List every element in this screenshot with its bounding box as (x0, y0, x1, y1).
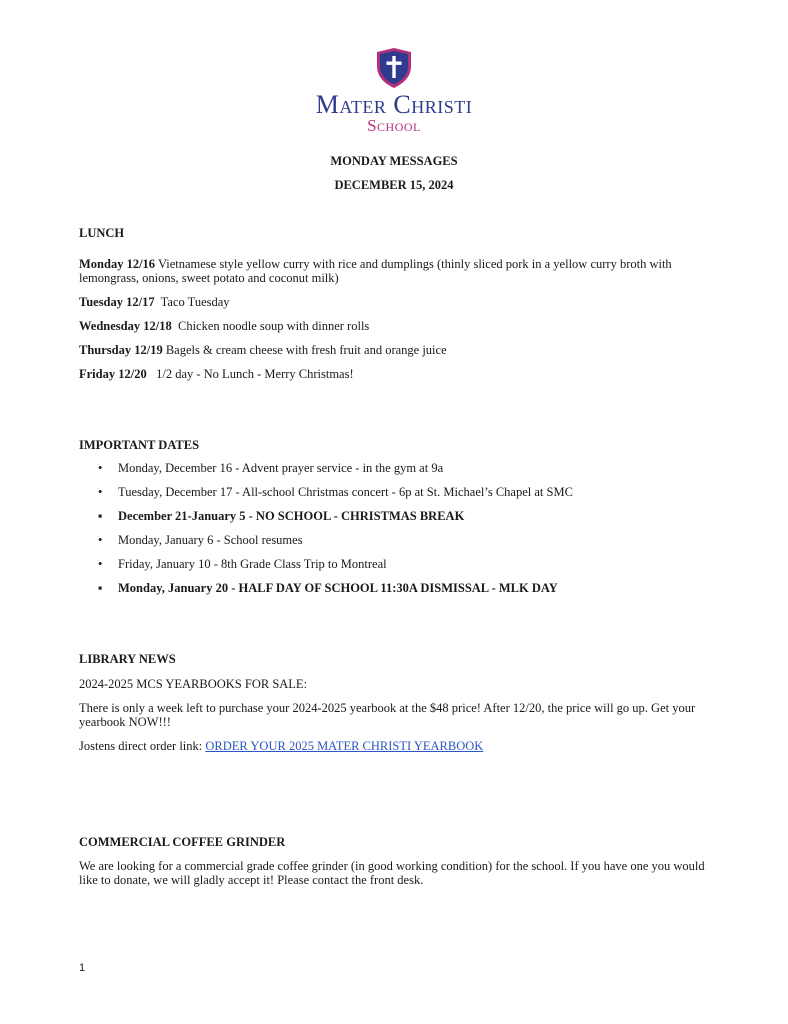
date-item: ▪ December 21-January 5 - NO SCHOOL - CHRISTMAS BREAK (98, 509, 465, 523)
coffee-heading: COMMERCIAL COFFEE GRINDER (79, 835, 286, 849)
lunch-text: Taco Tuesday (154, 295, 230, 309)
date-item-text: Tuesday, December 17 - All-school Christmas concert - 6p at St. Michael’s Chapel at SMC (118, 485, 573, 499)
date-item: • Tuesday, December 17 - All-school Christmas concert - 6p at St. Michael’s Chapel at SMC (98, 485, 573, 499)
date-item: ▪ Monday, January 20 - HALF DAY OF SCHOOL 11:30A DISMISSAL - MLK DAY (98, 581, 558, 595)
lunch-item (79, 295, 709, 309)
page-title: MONDAY MESSAGES (330, 154, 458, 168)
date-item: • Monday, January 6 - School resumes (98, 533, 303, 547)
lunch-text: Bagels & cream cheese with fresh fruit and orange juice (162, 343, 447, 357)
link-prefix: Jostens direct order link: (79, 739, 206, 753)
lunch-text: Vietnamese style yellow curry with rice and dumplings (thinly sliced pork in a yellow curry broth with lemongrass, onions, sweet potato and coconut milk) (79, 257, 672, 285)
lunch-item (79, 367, 709, 381)
shield-cross-icon (375, 48, 413, 88)
lunch-text: 1/2 day - No Lunch - Merry Christmas! (146, 367, 354, 381)
page-number: 1 (79, 962, 86, 974)
lunch-text: Chicken noodle soup with dinner rolls (171, 319, 370, 333)
date-item: • Monday, December 16 - Advent prayer service - in the gym at 9a (98, 461, 444, 475)
lunch-day: Friday 12/20 (79, 367, 147, 381)
lunch-heading: LUNCH (79, 226, 125, 240)
logo-school: School (367, 116, 421, 135)
lunch-item (79, 319, 709, 333)
dates-heading: IMPORTANT DATES (79, 438, 200, 452)
lunch-day: Tuesday 12/17 (79, 295, 155, 309)
library-link-line (79, 739, 709, 753)
coffee-body: We are looking for a commercial grade coffee grinder (in good working condition) for the school. If you have one you would like to donate, we will gladly accept it! Please contact the front desk. (79, 859, 705, 887)
date-item: • Friday, January 10 - 8th Grade Class Trip to Montreal (98, 557, 387, 571)
date-item-text: Monday, January 20 - HALF DAY OF SCHOOL 11:30A DISMISSAL - MLK DAY (118, 581, 558, 595)
lunch-day: Thursday 12/19 (79, 343, 163, 357)
lunch-day: Monday 12/16 (79, 257, 156, 271)
date-item-text: December 21-January 5 - NO SCHOOL - CHRISTMAS BREAK (118, 509, 465, 523)
date-item-text: Friday, January 10 - 8th Grade Class Trip to Montreal (118, 557, 387, 571)
page-date: DECEMBER 15, 2024 (334, 178, 454, 192)
school-logo (0, 48, 788, 134)
yearbook-order-link[interactable]: ORDER YOUR 2025 MATER CHRISTI YEARBOOK (205, 739, 484, 753)
lunch-item (79, 257, 709, 285)
lunch-day: Wednesday 12/18 (79, 319, 172, 333)
library-body: There is only a week left to purchase your 2024-2025 yearbook at the $48 price! After 12/20, the price will go up. Get your yearbook NOW!!! (79, 701, 696, 729)
lunch-item (79, 343, 709, 357)
library-heading: LIBRARY NEWS (79, 652, 176, 666)
library-subtitle: 2024-2025 MCS YEARBOOKS FOR SALE: (79, 677, 308, 691)
date-item-text: Monday, January 6 - School resumes (118, 533, 303, 547)
date-item-text: Monday, December 16 - Advent prayer service - in the gym at 9a (118, 461, 444, 475)
logo-name: Mater Christi (315, 90, 473, 119)
